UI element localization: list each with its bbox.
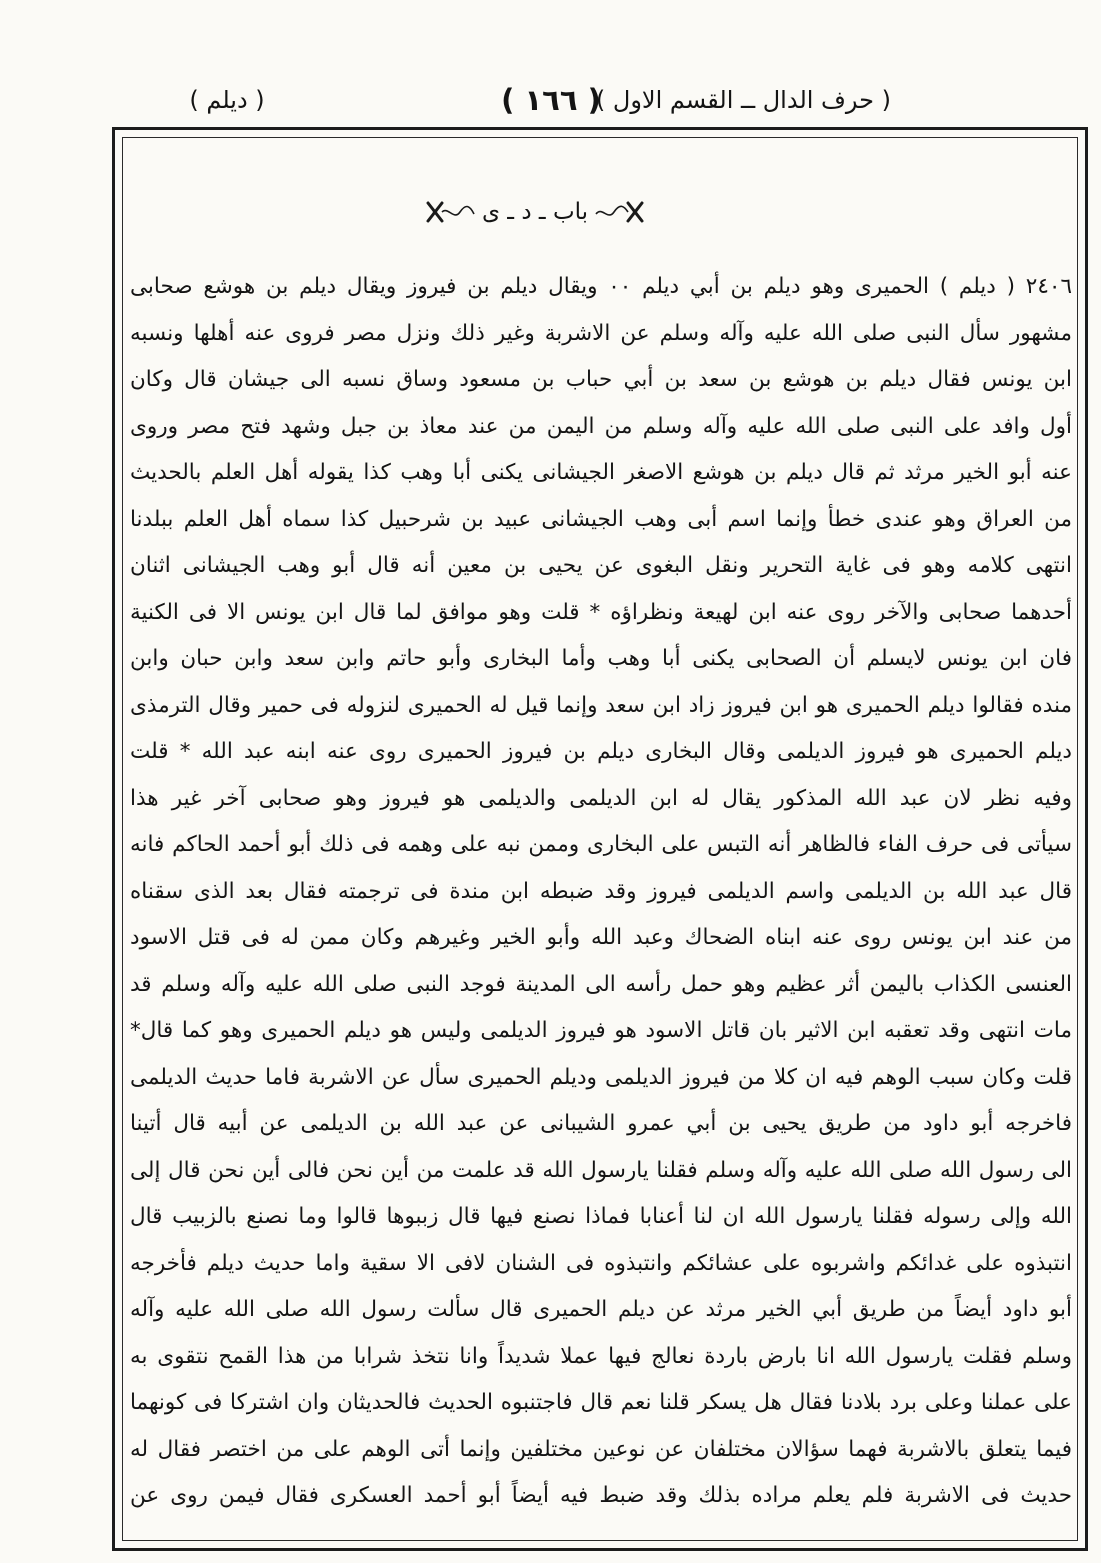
text-line: أحدهما صحابى والآخر روى عنه ابن لهيعة ونظراؤه * قلت وهو موافق لما قال ابن يونس الا فى الكنية — [130, 599, 1072, 625]
text-line: مشهور سأل النبى صلى الله عليه وآله وسلم عن الاشربة وغير ذلك ونزل مصر فروى عنه أهلها ونسبه — [130, 320, 1072, 346]
text-line: على عملنا وعلى برد بلادنا فقال هل يسكر قلنا نعم قال فاجتنبوه الحديث فالحديثان وان اشتركا فى كونهما — [130, 1390, 1072, 1415]
text-line: ديلم الحميرى هو فيروز الديلمى وقال البخارى ديلم بن فيروز الحميرى روى عنه ابنه عبد الله * قلت — [130, 739, 1072, 764]
text-line: سيأتى فى حرف الفاء فالظاهر أنه التبس على البخارى وممن نبه على وهمه فى ذلك أبو أحمد الحاكم فانه — [130, 832, 1072, 857]
text-line: فاخرجه أبو داود من طريق يحيى بن أبي عمرو الشيبانى عن عبد الله بن الديلمى عن أبيه قال أتينا — [130, 1111, 1072, 1136]
text-line: انتهى كلامه وهو فى غاية التحرير ونقل البغوى عن يحيى بن معين أنه قال أبو وهب الجيشانى اثنان — [130, 553, 1072, 578]
text-line: وسلم فقلت يارسول الله انا بارض باردة نعالج فيها عملا شديداً وانا نتخذ شرابا من هذا القمح نتقوى به — [130, 1343, 1072, 1369]
ornament-right-icon — [594, 197, 646, 227]
text-line: حديث فى الاشربة فلم يعلم مراده بذلك وقد ضبط فيه أيضاً أبو أحمد العسكرى فقال فيمن روى عن — [130, 1483, 1072, 1508]
text-line: العنسى الكذاب باليمن أثر عظيم وهو حمل رأسه الى المدينة فوجد النبى صلى الله عليه وآله وسلم قد — [130, 971, 1072, 997]
running-header-headword: ( ديلم ) — [189, 86, 265, 114]
running-header-section: ( حرف الدال ــ القسم الاول ) — [595, 86, 891, 114]
text-line: ٢٤٠٦ ( ديلم ) الحميرى وهو ديلم بن أبي ديلم ٠٠ ويقال ديلم بن فيروز ويقال ديلم بن هوشع صحابى — [130, 274, 1072, 299]
text-line: الله وإلى رسوله فقلنا يارسول الله ان لنا أعنابا فماذا نصنع فيها قال زببوها قالوا وما نصنع بالزبيب قال — [130, 1204, 1072, 1229]
page-number: ( ١٦٦ ) — [501, 83, 601, 117]
text-line: عنه أبو الخير مرثد ثم قال ديلم بن هوشع الاصغر الجيشانى يكنى أبا وهب كذا يقوله أهل العلم بالحديث — [130, 460, 1072, 485]
text-line: فان ابن يونس لايسلم أن الصحابى يكنى أبا وهب وأما البخارى وأبو حاتم وابن سعد وابن حبان وابن — [130, 646, 1072, 671]
text-line: فيما يتعلق بالاشربة فهما سؤالان مختلفان عن نوعين مختلفين وإنما أتى الوهم على من اختصر فقال له — [130, 1436, 1072, 1462]
text-line: انتبذوه على غدائكم واشربوه على عشائكم وانتبذوه فى الشنان لافى الا سقية واما حديث ديلم فأخرجه — [130, 1250, 1072, 1276]
text-line: ابن يونس فقال ديلم بن هوشع بن سعد بن أبي حباب بن مسعود وساق نسبه الى جيشان قال وكان — [130, 367, 1072, 392]
text-line: قال عبد الله بن الديلمى واسم الديلمى فيروز وقد ضبطه ابن مندة فى ترجمته فقال بعد الذى سقناه — [130, 878, 1072, 904]
text-line: أول وافد على النبى صلى الله عليه وآله وسلم من اليمن من عند معاذ بن جبل وشهد فتح مصر وروى — [130, 413, 1072, 439]
chapter-heading — [395, 190, 675, 234]
chapter-title: باب ـ د ـ ى — [481, 199, 589, 225]
ornament-left-icon — [424, 197, 476, 227]
text-line: الى رسول الله صلى الله عليه وآله وسلم فقلنا يارسول الله قد علمت من أين نحن فالى أين نحن قال إلى — [130, 1157, 1072, 1183]
text-line: منده فقالوا ديلم الحميرى هو ابن فيروز زاد ابن سعد وإنما قيل له الحميرى لنزوله فى حمير وقال الترمذى — [130, 692, 1072, 718]
text-line: وفيه نظر لان عبد الله المذكور يقال له ابن الديلمى والديلمى هو فيروز وهو صحابى آخر غير هذا — [130, 785, 1072, 811]
text-line: من عند ابن يونس روى عنه ابناه الضحاك وعبد الله وأبو الخير وغيرهم وكان ممن له فى قتل الاسود — [130, 925, 1072, 950]
text-line: من العراق وهو عندى خطأ وإنما اسم أبى وهب الجيشانى عبيد بن شرحبيل كذا سماه أهل العلم ببلدنا — [130, 506, 1072, 532]
text-line: مات انتهى وقد تعقبه ابن الاثير بان قاتل الاسود هو فيروز الديلمى وليس هو ديلم الحميرى وهو كما قال* — [130, 1018, 1072, 1043]
text-line: قلت وكان سبب الوهم فيه ان كلا من فيروز الديلمى وديلم الحميرى سأل عن الاشربة فاما حديث الديلمى — [130, 1064, 1072, 1090]
entry-body — [130, 264, 1072, 1520]
text-line: أبو داود أيضاً من طريق أبي الخير مرثد عن ديلم الحميرى قال سألت رسول الله صلى الله عليه وآله — [130, 1297, 1072, 1322]
